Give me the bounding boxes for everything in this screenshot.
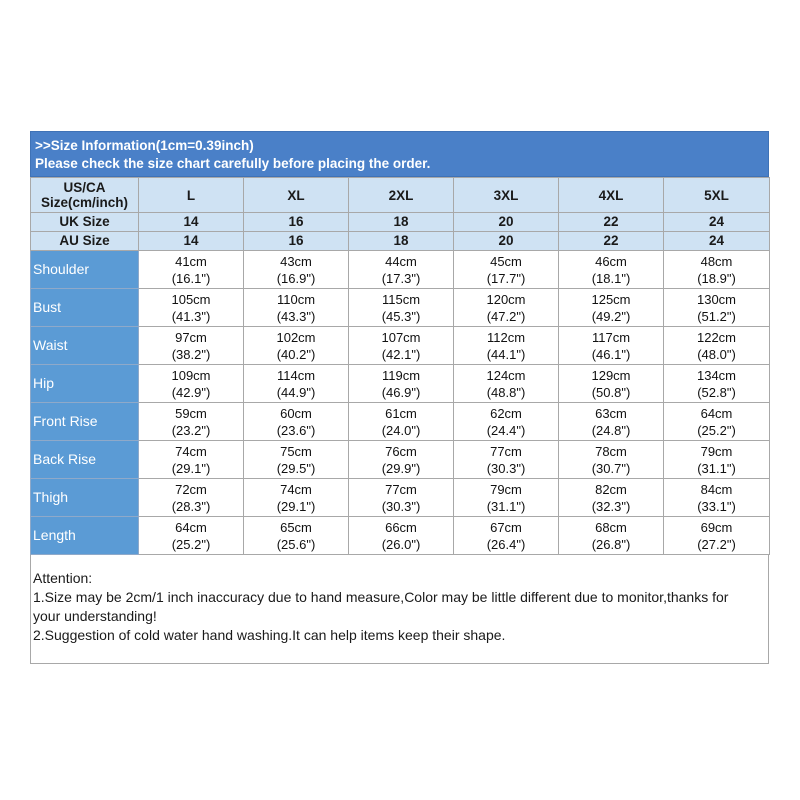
cm-value: 109cm	[171, 367, 211, 383]
measurement-cell	[454, 365, 559, 403]
inch-value: (49.2")	[591, 308, 631, 324]
banner-title: >>Size Information(1cm=0.39inch)	[35, 138, 254, 153]
cm-value: 97cm	[175, 329, 207, 345]
inch-value: (51.2")	[697, 308, 736, 324]
inch-value: (16.9")	[276, 270, 316, 286]
cm-value: 120cm	[486, 291, 526, 307]
measurement-cell	[664, 479, 770, 517]
inch-value: (31.1")	[697, 460, 736, 476]
measurement-cell	[244, 251, 349, 289]
cm-value: 59cm	[175, 405, 207, 421]
measurement-cell	[349, 289, 454, 327]
uk-size-row	[31, 213, 770, 232]
size-table	[30, 177, 770, 555]
cm-value: 82cm	[595, 481, 627, 497]
us-size-label-line2: Size(cm/inch)	[40, 195, 129, 210]
cm-value: 75cm	[280, 443, 312, 459]
cm-value: 46cm	[595, 253, 627, 269]
inch-value: (29.5")	[276, 460, 316, 476]
measurement-cell	[664, 365, 770, 403]
cm-value: 67cm	[490, 519, 522, 535]
inch-value: (32.3")	[591, 498, 631, 514]
measurement-cell	[349, 251, 454, 289]
measurement-row	[31, 365, 770, 403]
measurement-cell	[349, 365, 454, 403]
cm-value: 77cm	[490, 443, 522, 459]
measurement-cell	[454, 251, 559, 289]
inch-value: (18.9")	[697, 270, 736, 286]
us-size-label	[31, 178, 139, 213]
measurement-row	[31, 403, 770, 441]
inch-value: (29.1")	[276, 498, 316, 514]
cm-value: 102cm	[276, 329, 316, 345]
inch-value: (29.9")	[381, 460, 421, 476]
cm-value: 112cm	[486, 329, 526, 345]
uk-size-cell: 20	[454, 213, 559, 232]
inch-value: (48.8")	[486, 384, 526, 400]
inch-value: (29.1")	[171, 460, 211, 476]
size-header-cell: 2XL	[349, 178, 454, 213]
uk-size-cell: 16	[244, 213, 349, 232]
inch-value: (43.3")	[276, 308, 316, 324]
measurement-label: Bust	[31, 289, 139, 327]
measurement-cell	[139, 517, 244, 555]
measurement-cell	[559, 517, 664, 555]
measurement-cell	[139, 289, 244, 327]
inch-value: (17.3")	[381, 270, 421, 286]
cm-value: 62cm	[490, 405, 522, 421]
measurement-cell	[349, 517, 454, 555]
cm-value: 114cm	[276, 367, 316, 383]
inch-value: (24.0")	[381, 422, 421, 438]
measurement-cell	[559, 441, 664, 479]
measurement-cell	[664, 517, 770, 555]
measurement-cell	[139, 403, 244, 441]
measurement-cell	[559, 479, 664, 517]
inch-value: (27.2")	[697, 536, 736, 552]
uk-size-cell: 14	[139, 213, 244, 232]
cm-value: 122cm	[696, 329, 737, 345]
cm-value: 72cm	[175, 481, 207, 497]
measurement-cell	[454, 441, 559, 479]
inch-value: (25.2")	[171, 536, 211, 552]
size-info-banner	[30, 131, 769, 177]
measurement-cell	[244, 289, 349, 327]
measurement-cell	[139, 479, 244, 517]
cm-value: 130cm	[696, 291, 737, 307]
inch-value: (31.1")	[486, 498, 526, 514]
cm-value: 84cm	[700, 481, 733, 497]
cm-value: 61cm	[385, 405, 417, 421]
uk-size-cell: 24	[664, 213, 770, 232]
inch-value: (25.6")	[276, 536, 316, 552]
uk-size-label: UK Size	[31, 213, 139, 232]
measurement-row	[31, 327, 770, 365]
inch-value: (42.1")	[381, 346, 421, 362]
notes-title: Attention:	[33, 570, 93, 586]
measurement-cell	[559, 365, 664, 403]
inch-value: (46.9")	[381, 384, 421, 400]
inch-value: (45.3")	[381, 308, 421, 324]
size-header-cell: 5XL	[664, 178, 770, 213]
inch-value: (26.4")	[486, 536, 526, 552]
measurement-label: Front Rise	[31, 403, 139, 441]
measurement-row	[31, 441, 770, 479]
cm-value: 60cm	[280, 405, 312, 421]
inch-value: (23.2")	[171, 422, 211, 438]
au-size-row	[31, 232, 770, 251]
cm-value: 105cm	[171, 291, 211, 307]
measurement-cell	[244, 517, 349, 555]
au-size-cell: 16	[244, 232, 349, 251]
measurement-cell	[244, 441, 349, 479]
inch-value: (30.3")	[381, 498, 421, 514]
notes-line-2: 2.Suggestion of cold water hand washing.It can help items keep their shape.	[33, 627, 506, 643]
cm-value: 43cm	[280, 253, 312, 269]
uk-size-cell: 22	[559, 213, 664, 232]
au-size-cell: 22	[559, 232, 664, 251]
notes-line-1b: your understanding!	[33, 608, 157, 624]
us-size-label-line1: US/CA	[63, 180, 106, 195]
cm-value: 45cm	[490, 253, 522, 269]
cm-value: 107cm	[381, 329, 421, 345]
size-header-cell: 3XL	[454, 178, 559, 213]
measurement-row	[31, 517, 770, 555]
cm-value: 77cm	[385, 481, 417, 497]
cm-value: 44cm	[385, 253, 417, 269]
measurement-cell	[664, 403, 770, 441]
measurement-cell	[139, 251, 244, 289]
cm-value: 79cm	[490, 481, 522, 497]
cm-value: 124cm	[486, 367, 526, 383]
au-size-cell: 14	[139, 232, 244, 251]
attention-notes	[30, 555, 769, 664]
measurement-label: Back Rise	[31, 441, 139, 479]
measurement-cell	[664, 251, 770, 289]
measurement-cell	[454, 327, 559, 365]
cm-value: 76cm	[385, 443, 417, 459]
measurement-cell	[664, 441, 770, 479]
cm-value: 110cm	[276, 291, 316, 307]
cm-value: 63cm	[595, 405, 627, 421]
measurement-cell	[454, 289, 559, 327]
cm-value: 134cm	[696, 367, 737, 383]
cm-value: 125cm	[591, 291, 631, 307]
measurement-cell	[454, 403, 559, 441]
cm-value: 115cm	[381, 291, 421, 307]
measurement-cell	[349, 479, 454, 517]
measurement-cell	[349, 403, 454, 441]
measurement-cell	[349, 327, 454, 365]
inch-value: (30.7")	[591, 460, 631, 476]
measurement-label: Hip	[31, 365, 139, 403]
inch-value: (23.6")	[276, 422, 316, 438]
cm-value: 66cm	[385, 519, 417, 535]
inch-value: (41.3")	[171, 308, 211, 324]
inch-value: (24.8")	[591, 422, 631, 438]
size-chart	[30, 131, 769, 664]
inch-value: (48.0")	[697, 346, 736, 362]
cm-value: 119cm	[381, 367, 421, 383]
inch-value: (46.1")	[591, 346, 631, 362]
measurement-row	[31, 479, 770, 517]
measurement-cell	[559, 289, 664, 327]
inch-value: (30.3")	[486, 460, 526, 476]
cm-value: 79cm	[700, 443, 733, 459]
cm-value: 64cm	[175, 519, 207, 535]
inch-value: (26.0")	[381, 536, 421, 552]
cm-value: 69cm	[700, 519, 733, 535]
inch-value: (42.9")	[171, 384, 211, 400]
inch-value: (47.2")	[486, 308, 526, 324]
measurement-cell	[244, 365, 349, 403]
cm-value: 48cm	[700, 253, 733, 269]
inch-value: (16.1")	[171, 270, 211, 286]
measurement-cell	[349, 441, 454, 479]
measurement-cell	[454, 517, 559, 555]
cm-value: 117cm	[591, 329, 631, 345]
measurement-row	[31, 289, 770, 327]
inch-value: (44.1")	[486, 346, 526, 362]
measurement-cell	[454, 479, 559, 517]
measurement-cell	[244, 403, 349, 441]
inch-value: (33.1")	[697, 498, 736, 514]
measurement-row	[31, 251, 770, 289]
cm-value: 41cm	[175, 253, 207, 269]
inch-value: (26.8")	[591, 536, 631, 552]
inch-value: (17.7")	[486, 270, 526, 286]
measurement-label: Thigh	[31, 479, 139, 517]
cm-value: 78cm	[595, 443, 627, 459]
au-size-label: AU Size	[31, 232, 139, 251]
size-header-cell: 4XL	[559, 178, 664, 213]
cm-value: 74cm	[280, 481, 312, 497]
measurement-label: Shoulder	[31, 251, 139, 289]
measurement-cell	[139, 365, 244, 403]
measurement-cell	[559, 403, 664, 441]
inch-value: (28.3")	[171, 498, 211, 514]
measurement-cell	[559, 327, 664, 365]
inch-value: (40.2")	[276, 346, 316, 362]
size-header-cell: XL	[244, 178, 349, 213]
measurement-cell	[664, 289, 770, 327]
measurement-cell	[559, 251, 664, 289]
inch-value: (24.4")	[486, 422, 526, 438]
banner-subtitle: Please check the size chart carefully before placing the order.	[35, 156, 431, 171]
cm-value: 129cm	[591, 367, 631, 383]
measurement-cell	[139, 327, 244, 365]
au-size-cell: 18	[349, 232, 454, 251]
measurement-cell	[139, 441, 244, 479]
size-header-cell: L	[139, 178, 244, 213]
cm-value: 74cm	[175, 443, 207, 459]
inch-value: (18.1")	[591, 270, 631, 286]
notes-line-1a: 1.Size may be 2cm/1 inch inaccuracy due to hand measure,Color may be little different due to monitor,thanks for	[33, 589, 729, 605]
uk-size-cell: 18	[349, 213, 454, 232]
au-size-cell: 24	[664, 232, 770, 251]
cm-value: 68cm	[595, 519, 627, 535]
measurement-label: Waist	[31, 327, 139, 365]
inch-value: (38.2")	[171, 346, 211, 362]
inch-value: (25.2")	[697, 422, 736, 438]
inch-value: (50.8")	[591, 384, 631, 400]
cm-value: 64cm	[700, 405, 733, 421]
measurement-cell	[664, 327, 770, 365]
inch-value: (44.9")	[276, 384, 316, 400]
inch-value: (52.8")	[697, 384, 736, 400]
au-size-cell: 20	[454, 232, 559, 251]
measurement-label: Length	[31, 517, 139, 555]
cm-value: 65cm	[280, 519, 312, 535]
measurement-cell	[244, 479, 349, 517]
us-size-header-row	[31, 178, 770, 213]
measurement-cell	[244, 327, 349, 365]
